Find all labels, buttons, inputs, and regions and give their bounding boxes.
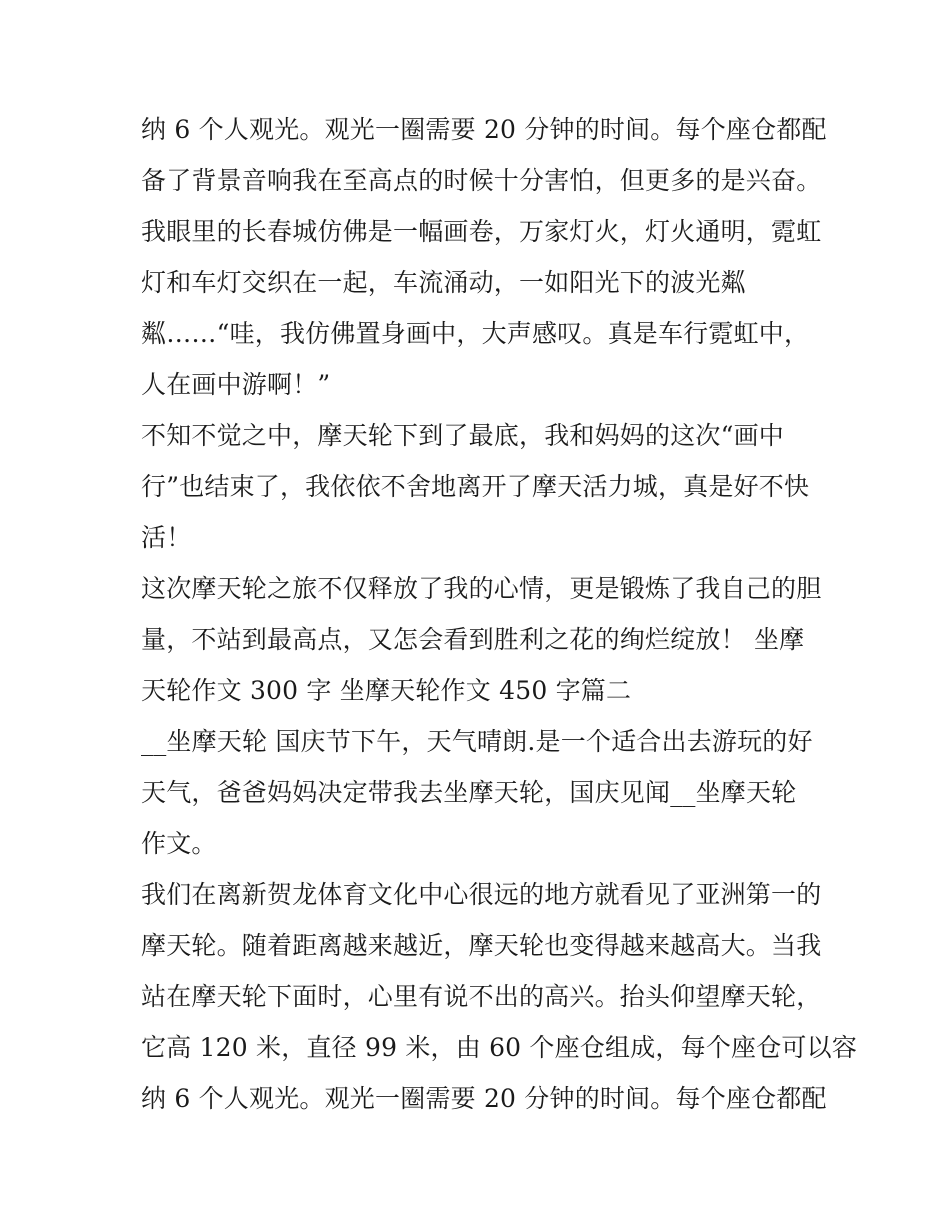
text-line: 我眼里的长春城仿佛是一幅画卷，万家灯火，灯火通明，霓虹 [141, 217, 822, 246]
document-body [141, 104, 858, 1124]
text-line: 摩天轮。随着距离越来越近，摩天轮也变得越来越高大。当我 [141, 931, 822, 960]
text-line: __坐摩天轮 国庆节下午，天气晴朗.是一个适合出去游玩的好 [141, 727, 813, 756]
text-line: 天气，爸爸妈妈决定带我去坐摩天轮，国庆见闻__坐摩天轮 [141, 778, 797, 807]
text-line: 粼……“哇，我仿佛置身画中，大声感叹。真是车行霓虹中， [141, 319, 810, 348]
text-line: 不知不觉之中，摩天轮下到了最底，我和妈妈的这次“画中 [141, 421, 784, 450]
text-line: 它高 120 米，直径 99 米，由 60 个座仓组成，每个座仓可以容 [141, 1033, 858, 1062]
text-line: 站在摩天轮下面时，心里有说不出的高兴。抬头仰望摩天轮， [141, 982, 822, 1011]
text-line: 天轮作文 300 字 坐摩天轮作文 450 字篇二 [141, 676, 632, 705]
text-line: 作文。 [141, 829, 217, 858]
text-line: 灯和车灯交织在一起，车流涌动，一如阳光下的波光粼 [141, 268, 746, 297]
text-line: 备了背景音响我在至高点的时候十分害怕，但更多的是兴奋。 [141, 166, 822, 195]
text-line: 纳 6 个人观光。观光一圈需要 20 分钟的时间。每个座仓都配 [141, 1084, 827, 1113]
text-line: 活！ [141, 523, 192, 552]
text-line: 人在画中游啊！” [141, 370, 331, 399]
text-line: 量，不站到最高点，又怎会看到胜利之花的绚烂绽放！ 坐摩 [141, 625, 805, 654]
text-line: 纳 6 个人观光。观光一圈需要 20 分钟的时间。每个座仓都配 [141, 115, 827, 144]
text-line: 我们在离新贺龙体育文化中心很远的地方就看见了亚洲第一的 [141, 880, 822, 909]
text-line: 这次摩天轮之旅不仅释放了我的心情，更是锻炼了我自己的胆 [141, 574, 822, 603]
text-line: 行”也结束了，我依依不舍地离开了摩天活力城，真是好不快 [141, 472, 810, 501]
